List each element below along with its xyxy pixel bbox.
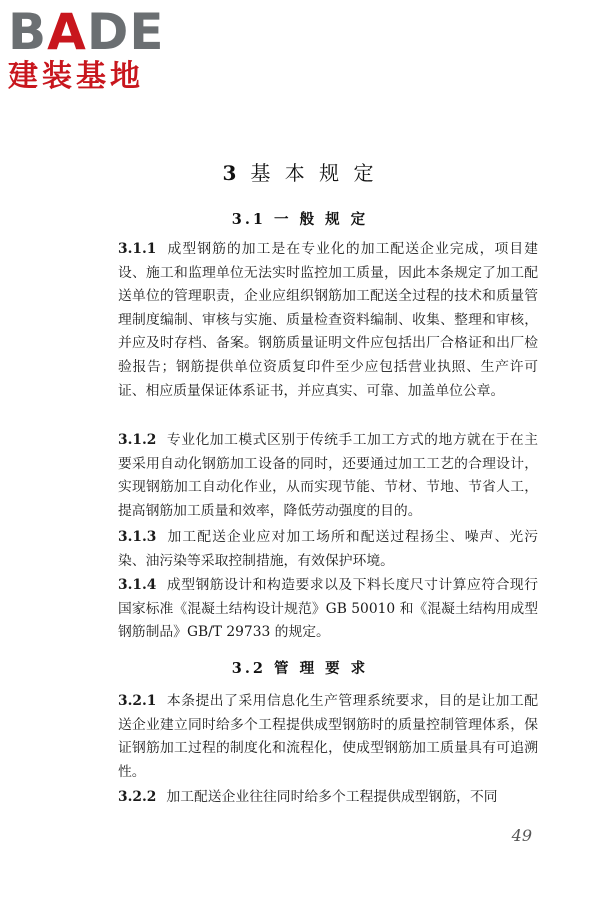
clause-text: 成型钢筋设计和构造要求以及下料长度尺寸计算应符合现行国家标准《混凝土结构设计规范》GB 50010 和《混凝土结构用成型钢筋制品》GB/T 29733 的规定。	[118, 577, 538, 641]
clause-number: 3.2.2	[118, 789, 157, 805]
clause-3-1-3	[118, 526, 538, 573]
clause-3-1-2	[118, 429, 538, 523]
section-title-3-2: 3.2 管 理 要 求	[231, 660, 369, 677]
clause-text: 本条提出了采用信息化生产管理系统要求，目的是让加工配送企业建立同时给多个工程提供成型钢筋时的质量控制管理体系，保证钢筋加工过程的制度化和流程化，使成型钢筋加工质量具有可追溯性。	[118, 693, 538, 780]
clause-number: 3.2.1	[118, 693, 157, 709]
clause-3-2-1	[118, 690, 538, 784]
clause-3-1-1	[118, 238, 538, 403]
section-title-3-1: 3.1 一 般 规 定	[231, 211, 369, 228]
chapter-title-text: 基 本 规 定	[250, 161, 378, 185]
clause-number: 3.1.3	[118, 529, 157, 545]
clause-number: 3.1.1	[118, 241, 157, 257]
page-number: 49	[511, 826, 532, 845]
clause-text: 加工配送企业往往同时给多个工程提供成型钢筋，不同	[166, 789, 498, 805]
clause-text: 成型钢筋的加工是在专业化的加工配送企业完成，项目建设、施工和监理单位无法实时监控加工质量，因此本条规定了加工配送单位的管理职责，企业应组织钢筋加工配送全过程的技术和质量管理制度编制、审核与实施、质量检查资料编制、收集、整理和审核，并应及时存档、备案。钢筋质量证明文件应包括出厂合格证和出厂检验报告；钢筋提供单位资质复印件至少应包括营业执照、生产许可证、相应质量保证体系证书，并应真实、可靠、加盖单位公章。	[118, 241, 538, 399]
clause-text: 专业化加工模式区别于传统手工加工方式的地方就在于在主要采用自动化钢筋加工设备的同时，还要通过加工工艺的合理设计，实现钢筋加工自动化作业，从而实现节能、节材、节地、节省人工，提高钢筋加工质量和效率，降低劳动强度的目的。	[118, 432, 538, 519]
clause-number: 3.1.2	[118, 432, 157, 448]
clause-3-2-2	[118, 786, 538, 810]
chapter-title	[0, 157, 600, 186]
chapter-number: 3	[222, 161, 241, 185]
clause-text: 加工配送企业应对加工场所和配送过程扬尘、噪声、光污染、油污染等采取控制措施，有效保护环境。	[118, 529, 538, 569]
logo-subtitle: 建装基地	[8, 59, 144, 94]
clause-number: 3.1.4	[118, 577, 157, 593]
bade-logo	[8, 3, 178, 94]
logo-wordmark: BADE	[8, 3, 165, 61]
clause-3-1-4	[118, 574, 538, 645]
